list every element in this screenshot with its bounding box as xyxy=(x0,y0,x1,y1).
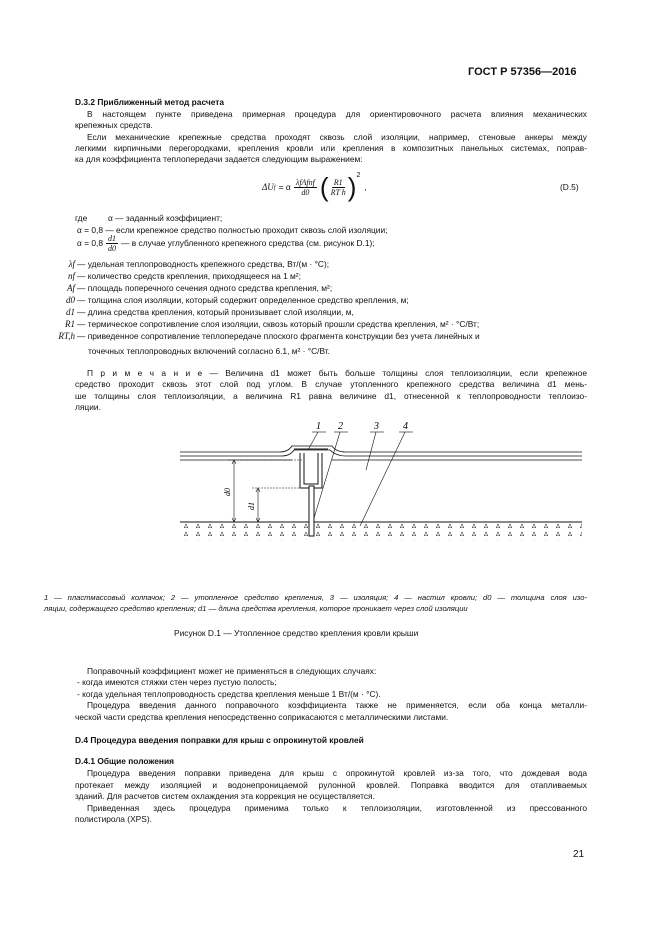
figure-label-2: 2 xyxy=(338,421,343,432)
d32-p1-line1: В настоящем пункте приведена примерная процедура для ориентировочного расчета влияния механических xyxy=(87,109,587,119)
d41-p1-line2: протекает между изоляцией и водонепроницаемой рулонной кровлей. Поправка вводится для отапливаемых xyxy=(75,780,587,790)
roof-membrane xyxy=(180,446,582,460)
alpha-def: α — заданный коэффициент; xyxy=(108,213,223,223)
alpha-full: α = 0,8 — если крепежное средство полностью проходит сквозь слой изоляции; xyxy=(77,225,388,235)
d32-p2-line2: легкими кирпичными перегородками, крепления кровли или крепления в композитных панельных системах, поправ- xyxy=(75,143,587,153)
formula-fraction-1 xyxy=(294,178,317,197)
dimension-d1-label: d1 xyxy=(247,502,256,510)
note-line3: ше толщины слоя теплоизоляции, а величина R1 равна величине d1, отнесенной к теплопроводности теплоизо- xyxy=(75,391,587,401)
note-line1: П р и м е ч а н и е — Величина d1 может быть больше толщины слоя теплоизоляции, если крепежное xyxy=(87,368,587,378)
definition-item: R1 — термическое сопротивление слоя изоляции, сквозь который прошли средства крепления, м² · °С/Вт; xyxy=(65,319,480,329)
dimension-lines xyxy=(228,460,306,522)
section-heading-d32: D.3.2 Приближенный метод расчета xyxy=(75,97,225,107)
alpha-recessed xyxy=(77,232,375,254)
d41-p2-line1: Приведенная здесь процедура применима только к теплоизоляции, изготовленной из прессованного xyxy=(87,803,587,813)
figure-caption: Рисунок D.1 — Утопленное средство крепления кровли крыши xyxy=(174,628,419,638)
definition-list xyxy=(35,258,480,342)
formula-num: λfAfnf xyxy=(295,177,315,187)
formula-lhs: ΔU xyxy=(262,182,274,192)
where-word: где xyxy=(75,213,88,223)
alpha-recessed-fraction xyxy=(106,234,118,253)
section-heading-d4: D.4 Процедура введения поправки для крыш с опрокинутой кровлей xyxy=(75,735,364,745)
figure-legend-line1: 1 — пластмассовый колпачок; 2 — утопленное средство крепления, 3 — изоляция; 4 — настил кровли; d0 — толщина слоя изо- xyxy=(44,593,587,602)
plastic-cap xyxy=(294,449,328,488)
d32-p2-line3: ка для коэффициента теплопередачи задается следующим выражением: xyxy=(75,154,363,164)
formula-paren-close: ) xyxy=(347,172,357,202)
alpha-recessed-suffix: — в случае углубленного крепежного средства (см. рисунок D.1); xyxy=(121,238,375,248)
formula-r-den: RT h xyxy=(330,187,346,197)
figure-label-3: 3 xyxy=(374,421,379,432)
formula-r-num: R1 xyxy=(333,177,343,187)
after-p2-line2: ческой части средства крепления непосредственно соприкасаются с металлическими листами. xyxy=(75,712,449,722)
after-bullet2: - когда удельная теплопроводность средства крепления меньше 1 Вт/(м · °С). xyxy=(77,689,381,699)
d41-p1-line1: Процедура введения поправки приведена для крыш с опрокинутой кровлей из-за того, что дождевая вода xyxy=(87,768,587,778)
formula-fraction-2 xyxy=(329,178,348,197)
formula-paren-open: ( xyxy=(319,172,329,202)
dimension-d0-label: d0 xyxy=(223,488,232,496)
d32-p1-line2: крепежных средств. xyxy=(75,120,153,130)
figure-legend-line2: ляции, содержащего средство крепления; d1 — длина средства крепления, которое проникает через слой изоляции xyxy=(44,604,468,613)
formula-eq: = α xyxy=(278,182,291,192)
note-line4: ляции. xyxy=(75,402,101,412)
formula-lhs-sub: f xyxy=(273,183,276,191)
definition-item: Af — площадь поперечного сечения одного средства крепления, м²; xyxy=(67,283,333,293)
d41-p2-line2: полистирола (XPS). xyxy=(75,814,152,824)
formula-number: (D.5) xyxy=(560,182,579,192)
d41-p1-line3: зданий. Для расчетов систем охлаждения эта коррекция не осуществляется. xyxy=(75,791,375,801)
formula-exponent: 2 xyxy=(356,172,361,179)
recessed-fastener xyxy=(309,486,314,536)
definition-item: d0 — толщина слоя изоляции, который содержит определенное средство крепления, м; xyxy=(66,295,409,305)
figure-label-1: 1 xyxy=(316,421,321,432)
after-bullet1: - когда имеются стяжки стен через пустую полость; xyxy=(77,677,277,687)
roof-deck xyxy=(180,522,582,540)
definition-item: d1 — длина средства крепления, который пронизывает слой изоляции, м, xyxy=(66,307,354,317)
after-p2-line1: Процедура введения данного поправочного коэффициента также не применяется, если оба конца металли- xyxy=(87,700,587,710)
page-number: 21 xyxy=(573,849,585,860)
figure-d1 xyxy=(170,418,590,553)
note-line2: средство проходит сквозь этот слой под углом. В случае утопленного крепежного средства величина d1 мень- xyxy=(75,379,587,389)
d32-p2-line1: Если механические крепежные средства проходят сквозь слой изоляции, например, стеновые анкеры между xyxy=(87,132,587,142)
document-header: ГОСТ Р 57356—2016 xyxy=(468,66,577,78)
formula-d5: ΔU f = α $\frac{\text{λfAfnf}}{d0}$ ( $\frac{R1}{\text{RT h}}$ ) $^2$ , xyxy=(262,172,367,202)
figure-label-4: 4 xyxy=(403,421,408,432)
subsection-heading-d41: D.4.1 Общие положения xyxy=(75,756,174,766)
alpha-recessed-prefix: α = 0,8 xyxy=(77,238,104,248)
definition-continuation: точечных теплопроводных включений согласно 6.1, м² · °С/Вт. xyxy=(88,346,330,356)
after-p1: Поправочный коэффициент может не применяться в следующих случаях: xyxy=(87,666,377,676)
formula-den: d0 xyxy=(301,187,310,197)
definition-item: nf — количество средств крепления, приходящееся на 1 м²; xyxy=(67,271,301,281)
definition-item: RT,h — приведенное сопротивление теплопередаче плоского фрагмента конструкции без учета линейных и xyxy=(58,331,480,341)
definition-item: λf — удельная теплопроводность крепежного средства, Вт/(м · °С); xyxy=(68,259,330,269)
alpha-recessed-num: d1 xyxy=(108,233,117,243)
alpha-recessed-den: d0 xyxy=(108,243,117,253)
